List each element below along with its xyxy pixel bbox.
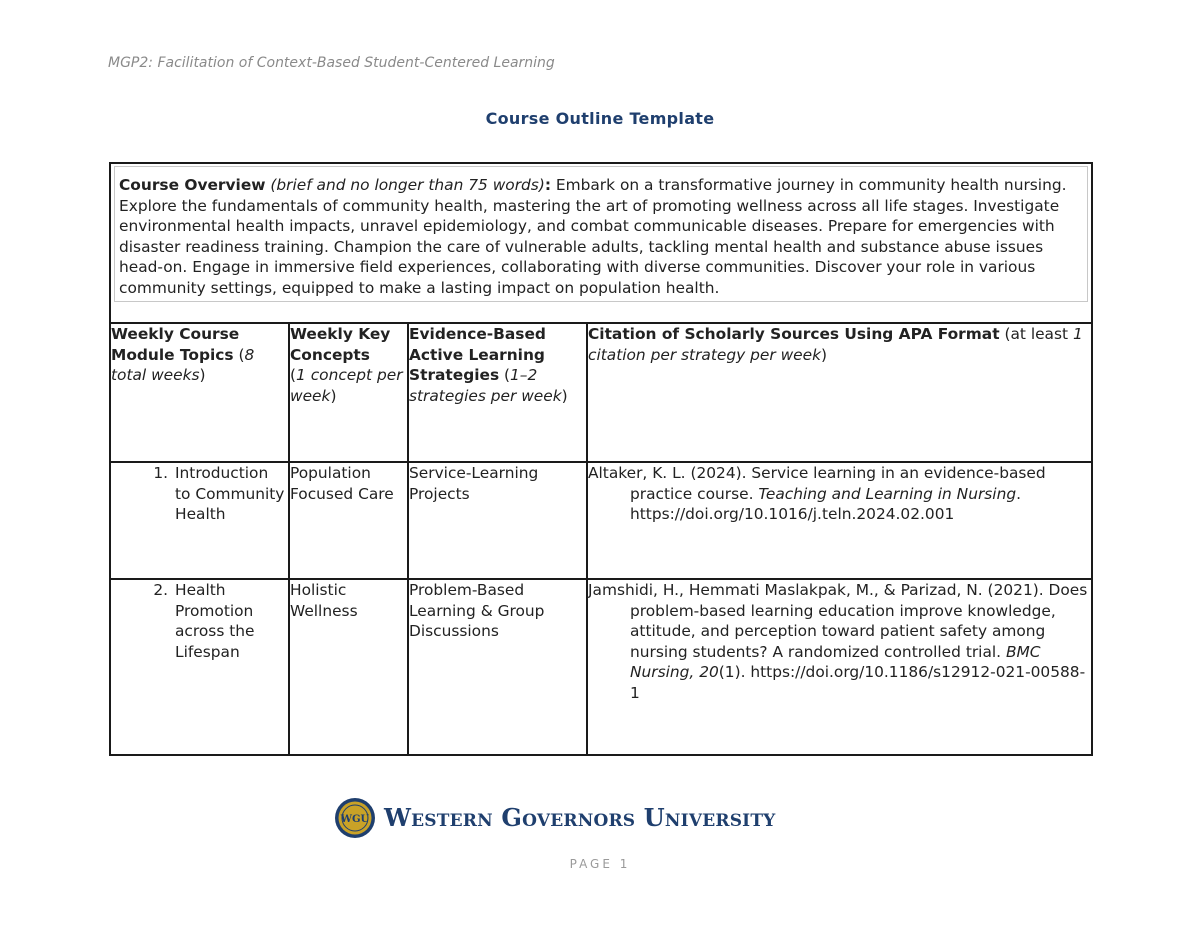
topic-text: Health Promotion across the Lifespan <box>175 581 255 661</box>
citation-text <box>588 463 1091 525</box>
table-row <box>110 579 1092 755</box>
citation-cell[interactable] <box>587 579 1092 755</box>
table-row <box>110 462 1092 579</box>
header-topics-label: Weekly Course Module Topics <box>111 325 240 364</box>
citation-journal: Teaching and Learning in Nursing <box>758 484 1017 503</box>
header-citation-paren-open: (at least <box>999 325 1073 343</box>
seal-text: WGU <box>340 814 370 825</box>
concept-text: Holistic Wellness <box>290 581 358 620</box>
wgu-seal-icon <box>334 797 376 839</box>
logo-wordmark: Western Governors University <box>384 803 776 832</box>
strategy-text: Service-Learning Projects <box>409 464 539 503</box>
page-number: PAGE 1 <box>569 857 631 871</box>
header-topics-paren-open: ( <box>233 345 245 364</box>
overview-row <box>110 163 1092 323</box>
header-strategies <box>408 323 587 462</box>
overview-text-box[interactable] <box>114 166 1088 302</box>
header-citation-note: 1 citation per strategy per week <box>588 325 1083 364</box>
citation-volume: , 20 <box>689 663 719 681</box>
header-strategies-note: 1–2 strategies per week <box>409 366 562 405</box>
header-concepts-note: 1 concept per week <box>290 366 403 405</box>
citation-cell[interactable] <box>587 462 1092 579</box>
table-header-row <box>110 323 1092 462</box>
strategy-text: Problem-Based Learning & Group Discussions <box>409 581 545 640</box>
citation-doi: (1). https://doi.org/10.1186/s12912-021-00588-1 <box>630 663 1086 702</box>
header-concepts <box>289 323 408 462</box>
header-citation-paren-close: ) <box>821 345 828 364</box>
wgu-logo <box>334 797 776 839</box>
header-citation-label: Citation of Scholarly Sources Using APA Format <box>588 325 1000 343</box>
overview-cell <box>110 163 1092 323</box>
overview-colon: : <box>544 176 551 194</box>
citation-doi: . https://doi.org/10.1016/j.teln.2024.02.001 <box>630 484 1022 523</box>
citation-journal: BMC Nursing <box>630 642 1041 681</box>
concept-cell[interactable] <box>289 462 408 579</box>
topic-number: 1. <box>153 464 168 482</box>
topic-text: Introduction to Community Health <box>175 464 285 523</box>
header-concepts-paren-close: ) <box>330 386 337 405</box>
strategy-cell[interactable] <box>408 579 587 755</box>
header-strategies-label: Evidence-Based Active Learning Strategies <box>409 325 546 384</box>
running-header: MGP2: Facilitation of Context-Based Student-Centered Learning <box>108 55 555 71</box>
header-strategies-paren-open: ( <box>499 366 511 384</box>
concept-text: Population Focused Care <box>290 464 394 503</box>
strategy-cell[interactable] <box>408 462 587 579</box>
citation-main: Jamshidi, H., Hemmati Maslakpak, M., & Parizad, N. (2021). Does problem-based learning education improve knowledge, attitude, and perception toward patient safety among nursing students? A randomized controlled trial. <box>588 581 1088 661</box>
header-topics-paren-close: ) <box>199 366 206 384</box>
topic-cell[interactable] <box>110 579 289 755</box>
header-citation <box>587 323 1092 462</box>
concept-cell[interactable] <box>289 579 408 755</box>
course-outline-table <box>109 162 1093 756</box>
overview-hint: (brief and no longer than 75 words) <box>270 176 545 194</box>
citation-text <box>588 580 1091 703</box>
page-title: Course Outline Template <box>485 109 715 128</box>
topic-number: 2. <box>153 581 168 599</box>
citation-main: Altaker, K. L. (2024). Service learning in an evidence-based practice course. <box>588 464 1046 503</box>
header-concepts-label: Weekly Key Concepts <box>290 325 391 364</box>
header-concepts-paren-open: ( <box>290 366 297 384</box>
overview-text: Embark on a transformative journey in community health nursing. Explore the fundamentals of community health, mastering the art of promoting wellness across all life stages. Investigate environmental health impacts, unravel epidemiology, and combat communicable diseases. Prepare for emergencies with disaster readiness training. Champion the care of vulnerable adults, tackling mental health and substance abuse issues head-on. Engage in immersive field experiences, collaborating with diverse communities. Discover your role in various community settings, equipped to make a lasting impact on population health. <box>119 176 1067 297</box>
header-topics-note: 8 total weeks <box>111 345 255 384</box>
topic-cell[interactable] <box>110 462 289 579</box>
header-strategies-paren-close: ) <box>561 386 568 405</box>
overview-label: Course Overview <box>119 176 266 194</box>
header-topics <box>110 323 289 462</box>
